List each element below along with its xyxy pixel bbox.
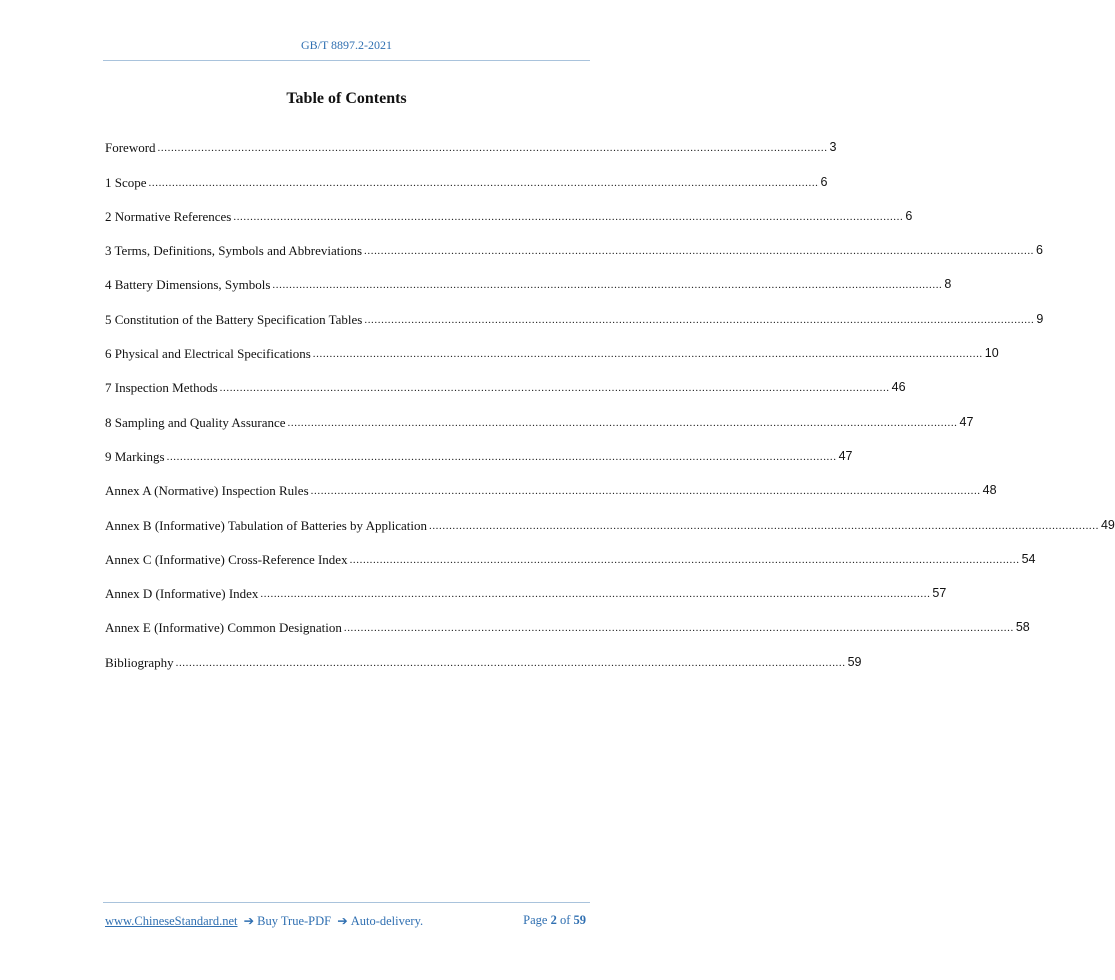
toc-entry-label[interactable]: 4 Battery Dimensions, Symbols — [105, 277, 271, 293]
toc-entry-label[interactable]: 7 Inspection Methods — [105, 380, 218, 396]
toc-entry-page-number[interactable]: 6 — [905, 208, 913, 223]
toc-entry-label[interactable]: 3 Terms, Definitions, Symbols and Abbreviations — [105, 243, 363, 259]
toc-entry-label[interactable]: 8 Sampling and Quality Assurance — [105, 414, 286, 430]
toc-dot-leader: ........................................................................................................................................................................................................ — [157, 142, 828, 155]
toc-dot-leader: ........................................................................................................................................................................................................ — [260, 588, 931, 601]
toc-entry-page-number[interactable]: 48 — [982, 483, 997, 498]
toc-entry[interactable] — [105, 263, 952, 297]
toc-dot-leader: ........................................................................................................................................................................................................ — [287, 416, 958, 429]
toc-entry-label[interactable]: 9 Markings — [105, 448, 165, 464]
toc-dot-leader: ........................................................................................................................................................................................................ — [272, 279, 943, 292]
toc-entry[interactable] — [105, 297, 1044, 331]
toc-entry-page-number[interactable]: 46 — [891, 380, 906, 395]
toc-entry[interactable] — [105, 400, 974, 434]
toc-entry-label[interactable]: Annex C (Informative) Cross-Reference Index — [105, 551, 348, 567]
toc-entry[interactable] — [105, 606, 1030, 640]
toc-entry-page-number[interactable]: 8 — [944, 277, 952, 292]
toc-dot-leader: ........................................................................................................................................................................................................ — [349, 553, 1020, 566]
page-indicator — [523, 913, 586, 928]
toc-title: Table of Contents — [286, 90, 407, 107]
total-pages-number: 59 — [573, 913, 586, 927]
current-page-number: 2 — [550, 913, 557, 927]
arrow-right-icon: ➔ — [337, 914, 348, 928]
page-footer — [103, 902, 590, 933]
toc-list — [105, 126, 1115, 675]
buy-text: Buy True-PDF — [257, 914, 332, 928]
standard-code: GB/T 8897.2-2021 — [300, 38, 393, 52]
toc-entry-label[interactable]: Foreword — [105, 140, 156, 156]
toc-dot-leader: ........................................................................................................................................................................................................ — [310, 485, 981, 498]
toc-entry[interactable] — [105, 332, 999, 366]
toc-entry[interactable] — [105, 195, 913, 229]
toc-dot-leader: ........................................................................................................................................................................................................ — [312, 348, 983, 361]
delivery-text: Auto-delivery. — [350, 914, 424, 928]
toc-entry-label[interactable]: Annex B (Informative) Tabulation of Batteries by Application — [105, 517, 427, 533]
toc-entry-page-number[interactable]: 57 — [932, 586, 947, 601]
site-link[interactable]: www.ChineseStandard.net — [105, 914, 238, 928]
toc-entry[interactable] — [105, 366, 906, 400]
toc-dot-leader: ........................................................................................................................................................................................................ — [233, 210, 904, 223]
toc-entry-page-number[interactable]: 6 — [1036, 243, 1043, 258]
toc-entry-page-number[interactable]: 9 — [1036, 311, 1044, 326]
toc-dot-leader: ........................................................................................................................................................................................................ — [428, 519, 1099, 532]
toc-entry-label[interactable]: 5 Constitution of the Battery Specification Tables — [105, 311, 363, 327]
toc-dot-leader: ........................................................................................................................................................................................................ — [166, 450, 837, 463]
toc-dot-leader: ........................................................................................................................................................................................................ — [364, 245, 1035, 258]
toc-dot-leader: ........................................................................................................................................................................................................ — [343, 622, 1014, 635]
toc-entry[interactable] — [105, 572, 947, 606]
toc-dot-leader: ........................................................................................................................................................................................................ — [175, 656, 846, 669]
page-header — [103, 30, 590, 61]
toc-entry-page-number[interactable]: 3 — [829, 140, 837, 155]
page-word: Page — [523, 913, 548, 927]
toc-entry-label[interactable]: Annex E (Informative) Common Designation — [105, 620, 342, 636]
toc-entry-page-number[interactable]: 58 — [1015, 620, 1030, 635]
footer-promo — [105, 913, 423, 929]
toc-entry-page-number[interactable]: 6 — [820, 174, 828, 189]
toc-entry[interactable] — [105, 469, 997, 503]
toc-entry-label[interactable]: Annex D (Informative) Index — [105, 586, 259, 602]
toc-entry-page-number[interactable]: 47 — [838, 448, 853, 463]
toc-entry[interactable] — [105, 640, 862, 674]
toc-entry-label[interactable]: 1 Scope — [105, 174, 147, 190]
arrow-right-icon: ➔ — [243, 914, 255, 928]
toc-entry[interactable] — [105, 503, 1115, 537]
toc-entry[interactable] — [105, 160, 828, 194]
toc-entry-page-number[interactable]: 54 — [1021, 551, 1036, 566]
toc-dot-leader: ........................................................................................................................................................................................................ — [148, 176, 819, 189]
of-word: of — [559, 913, 571, 927]
toc-entry-page-number[interactable]: 47 — [959, 414, 974, 429]
toc-entry[interactable] — [105, 538, 1036, 572]
toc-dot-leader: ........................................................................................................................................................................................................ — [219, 382, 890, 395]
toc-entry[interactable] — [105, 126, 837, 160]
toc-entry-label[interactable]: Bibliography — [105, 654, 174, 670]
toc-entry-page-number[interactable]: 59 — [847, 654, 862, 669]
toc-entry[interactable] — [105, 435, 853, 469]
toc-dot-leader: ........................................................................................................................................................................................................ — [364, 313, 1035, 326]
toc-entry-page-number[interactable]: 10 — [984, 346, 999, 361]
toc-entry-page-number[interactable]: 49 — [1100, 517, 1115, 532]
toc-entry[interactable] — [105, 229, 1043, 263]
toc-entry-label[interactable]: 6 Physical and Electrical Specifications — [105, 346, 311, 362]
toc-entry-label[interactable]: Annex A (Normative) Inspection Rules — [105, 483, 309, 499]
toc-entry-label[interactable]: 2 Normative References — [105, 208, 232, 224]
